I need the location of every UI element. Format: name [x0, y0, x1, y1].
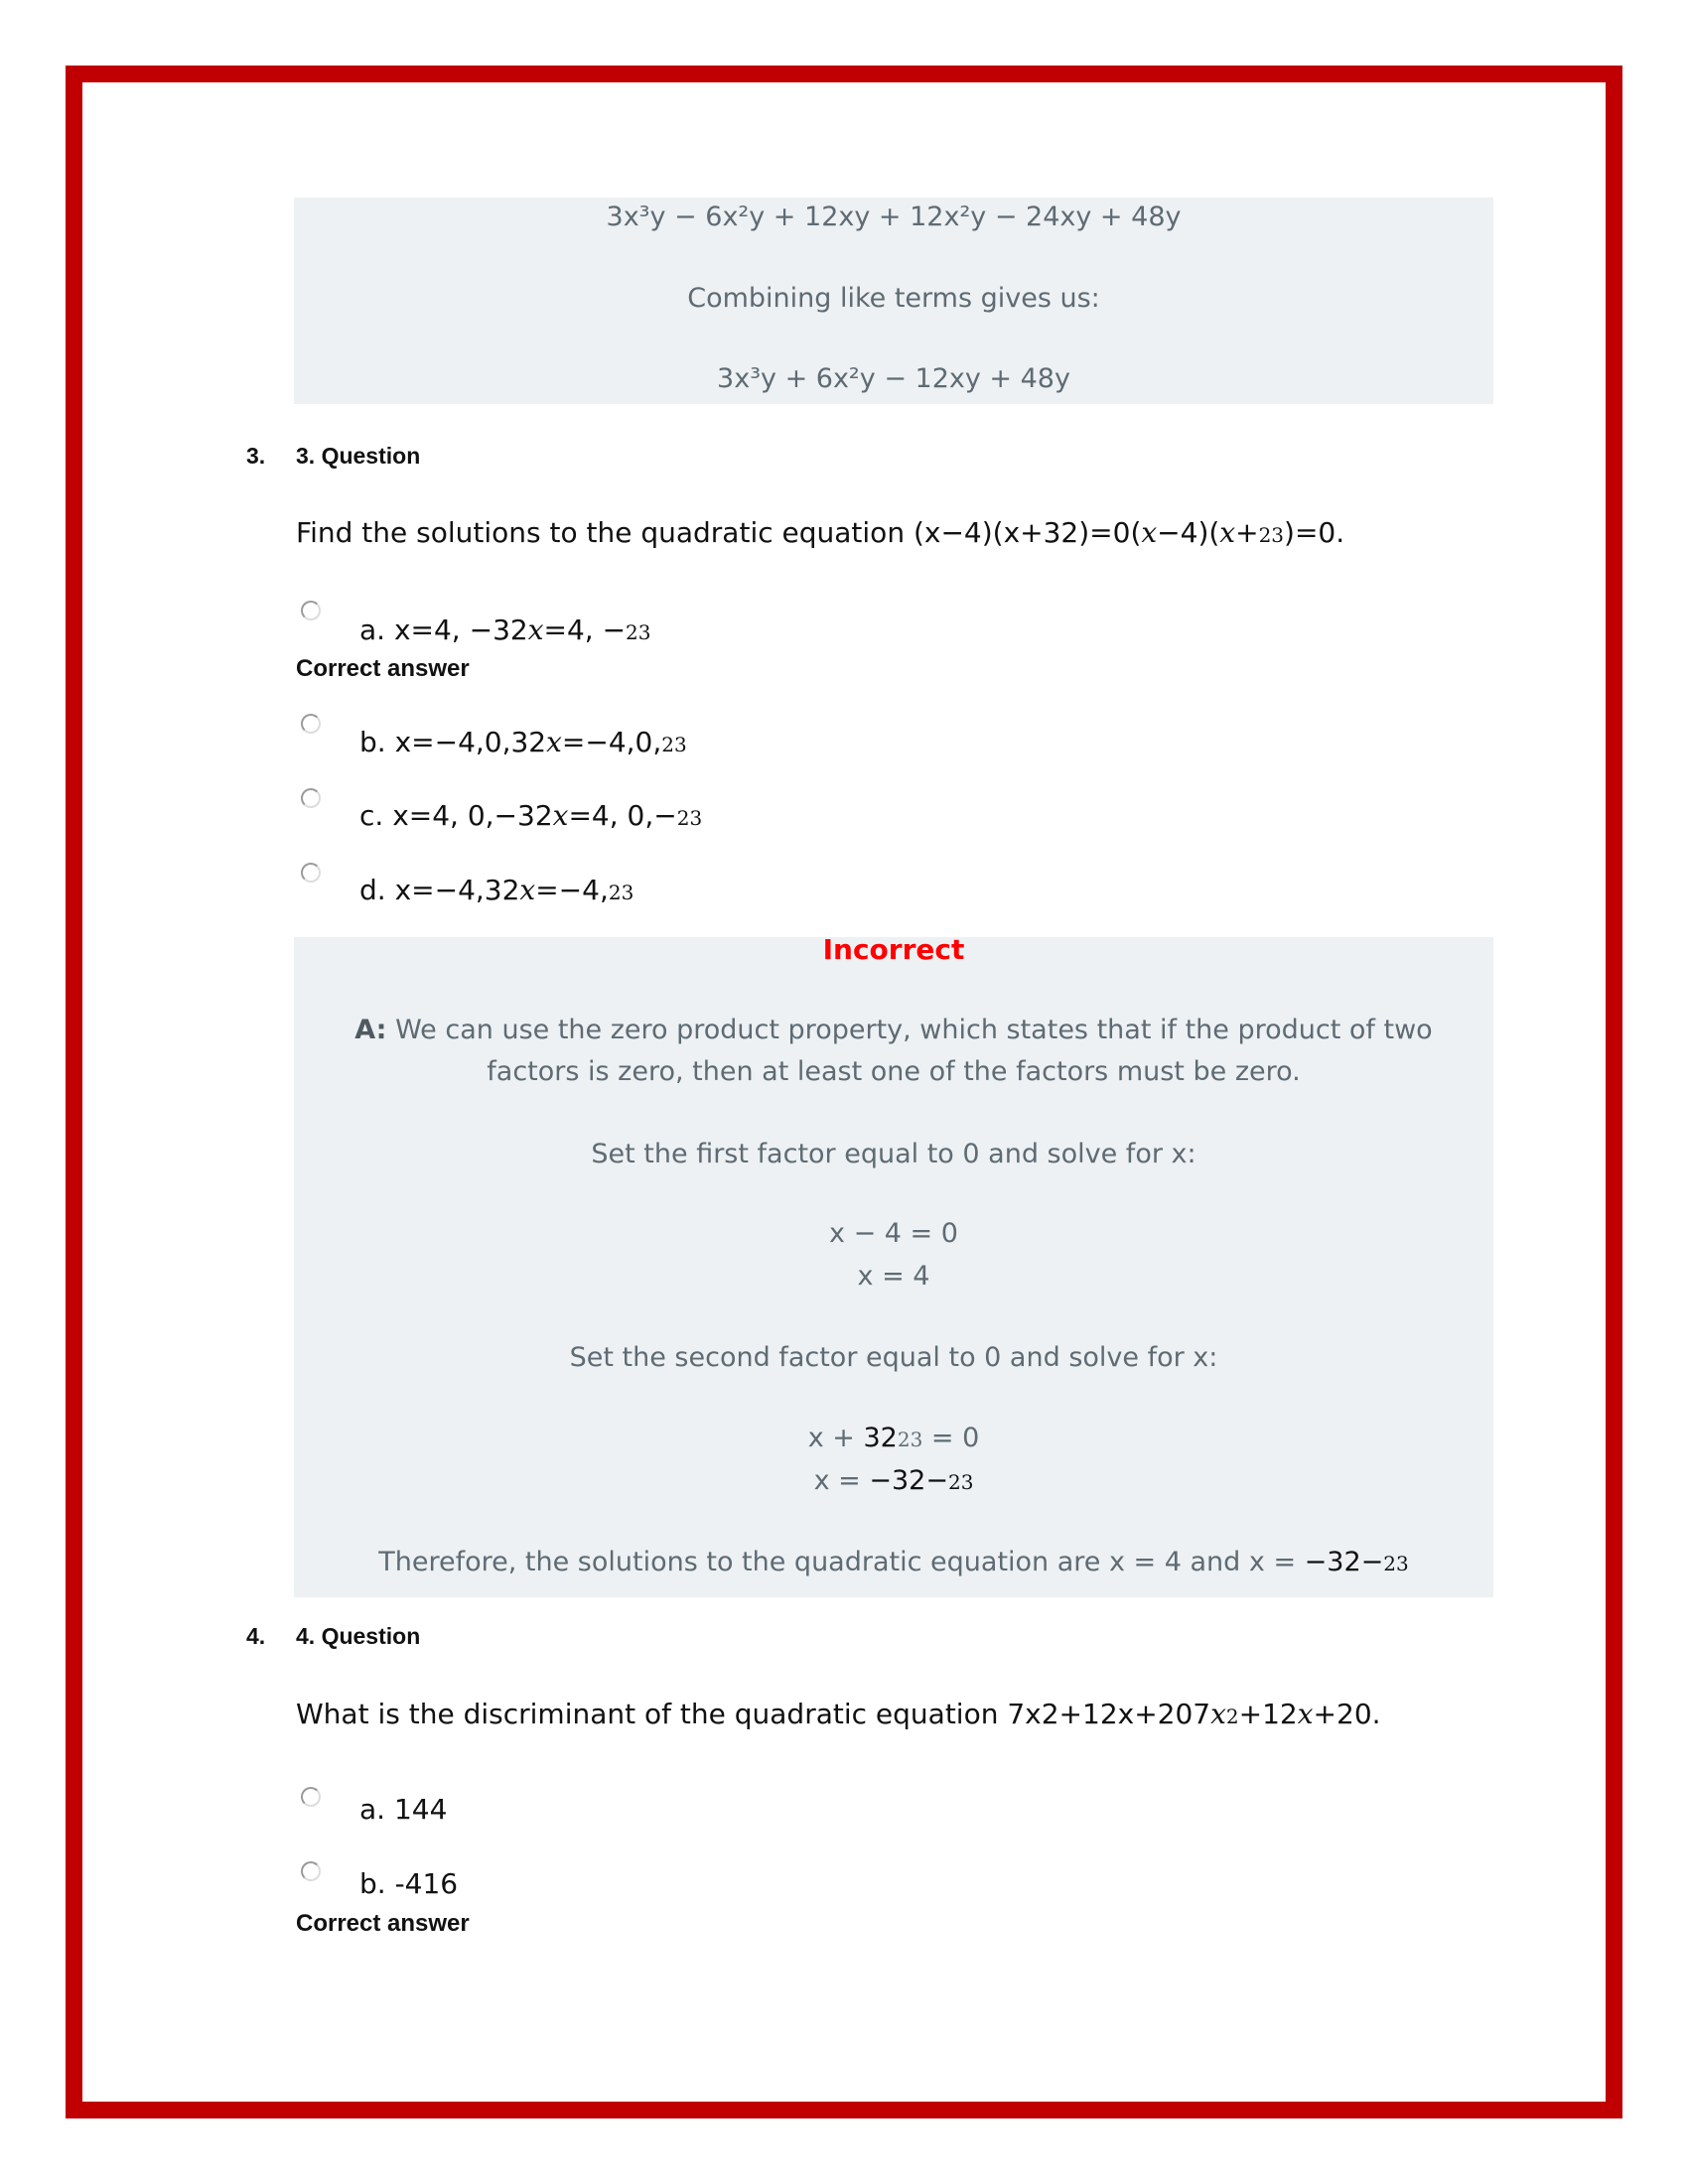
- feedback-eq2b: [294, 1465, 1493, 1498]
- option-var: x: [519, 874, 536, 906]
- q4-text-prefix: What is the discriminant of the quadratic equation 7x2+12x+207: [296, 1698, 1211, 1730]
- q3-option-d[interactable]: [359, 874, 633, 906]
- feedback-eq1b: x = 4: [857, 1261, 930, 1292]
- q4-text-small: 2: [1225, 1705, 1239, 1728]
- q3-option-b[interactable]: [359, 726, 687, 758]
- eq-part: = 0: [922, 1423, 980, 1453]
- q3-option-c-radio[interactable]: [301, 788, 321, 808]
- option-small: 23: [608, 881, 634, 904]
- option-label: b. x=−4,0,32: [359, 726, 547, 758]
- q4-option-a-radio[interactable]: [301, 1787, 321, 1807]
- option-label: c. x=4, 0,−32: [359, 799, 553, 832]
- option-var: x: [527, 614, 544, 646]
- option-var: x: [552, 799, 569, 832]
- q4-text-end: +20.: [1313, 1698, 1381, 1730]
- question-4-number: 4.: [246, 1623, 266, 1649]
- combining-note: Combining like terms gives us:: [687, 283, 1100, 314]
- question-4-text: [296, 1698, 1381, 1730]
- feedback-status: Incorrect: [822, 933, 965, 966]
- conclusion-text: Therefore, the solutions to the quadratic equation are x = 4 and x =: [378, 1547, 1305, 1577]
- question-4-header: 4. Question: [296, 1623, 421, 1649]
- feedback-eq2a: [294, 1423, 1493, 1455]
- expanded-expression: 3x³y − 6x²y + 12xy + 12x²y − 24xy + 48y: [606, 202, 1182, 232]
- q4-text-var2: x: [1297, 1698, 1314, 1730]
- option-var: x: [546, 726, 562, 758]
- question-3-text: [296, 516, 1344, 549]
- option-label: d. x=−4,32: [359, 874, 520, 906]
- feedback-intro-text: We can use the zero product property, which states that if the product of two: [386, 1015, 1433, 1045]
- eq-part-dark: −32−: [869, 1465, 948, 1496]
- conclusion-dark: −32−: [1304, 1547, 1384, 1577]
- q4-option-a[interactable]: a. 144: [359, 1793, 448, 1826]
- question-3-header: 3. Question: [296, 443, 421, 469]
- q3-option-a-radio[interactable]: [301, 601, 321, 620]
- q3-option-c[interactable]: [359, 799, 702, 832]
- option-small: 23: [676, 806, 703, 830]
- feedback-eq1a: x − 4 = 0: [829, 1218, 958, 1249]
- previous-explanation-panel: [294, 198, 1493, 404]
- option-small: 23: [626, 620, 651, 644]
- feedback-step2: Set the second factor equal to 0 and solve for x:: [569, 1342, 1218, 1373]
- q3-option-a[interactable]: [359, 614, 651, 646]
- q3-text-end: )=0.: [1284, 516, 1345, 549]
- option-small: 23: [661, 733, 687, 756]
- feedback-intro-line1: [294, 1015, 1493, 1046]
- eq-part: x =: [813, 1465, 870, 1496]
- eq-part-dark: 32: [863, 1423, 898, 1453]
- conclusion-small: 23: [1383, 1552, 1409, 1575]
- option-rest: =−4,0,: [561, 726, 662, 758]
- q4-correct-answer-label: Correct answer: [296, 1910, 470, 1937]
- q3-text-var: x: [1141, 516, 1158, 549]
- q4-option-b-radio[interactable]: [301, 1861, 321, 1881]
- q3-option-b-radio[interactable]: [301, 714, 321, 734]
- q4-text-mid: +12: [1238, 1698, 1298, 1730]
- eq-part: x +: [807, 1423, 864, 1453]
- answer-label: A:: [354, 1015, 387, 1045]
- option-rest: =4, −: [543, 614, 627, 646]
- q3-feedback-panel: [294, 933, 1493, 1597]
- combined-expression: 3x³y + 6x²y − 12xy + 48y: [717, 363, 1070, 394]
- feedback-step1: Set the first factor equal to 0 and solve for x:: [591, 1139, 1196, 1169]
- q3-text-small: 23: [1258, 523, 1285, 547]
- q3-text-prefix: Find the solutions to the quadratic equation (x−4)(x+32)=0(: [296, 516, 1142, 549]
- q4-text-var: x: [1210, 1698, 1226, 1730]
- q3-text-mid: −4)(: [1157, 516, 1220, 549]
- feedback-intro-line2: factors is zero, then at least one of the factors must be zero.: [487, 1056, 1301, 1087]
- q3-option-d-radio[interactable]: [301, 863, 321, 883]
- q3-text-plus: +: [1235, 516, 1259, 549]
- eq-part-small: 23: [947, 1470, 974, 1494]
- option-rest: =−4,: [535, 874, 609, 906]
- q4-option-b[interactable]: b. -416: [359, 1867, 459, 1900]
- question-3-number: 3.: [246, 443, 266, 469]
- eq-part-small: 23: [897, 1428, 923, 1451]
- q3-text-var2: x: [1219, 516, 1236, 549]
- q3-correct-answer-label: Correct answer: [296, 655, 470, 682]
- option-label: a. x=4, −32: [359, 614, 528, 646]
- option-rest: =4, 0,−: [568, 799, 677, 832]
- feedback-conclusion: [294, 1547, 1493, 1579]
